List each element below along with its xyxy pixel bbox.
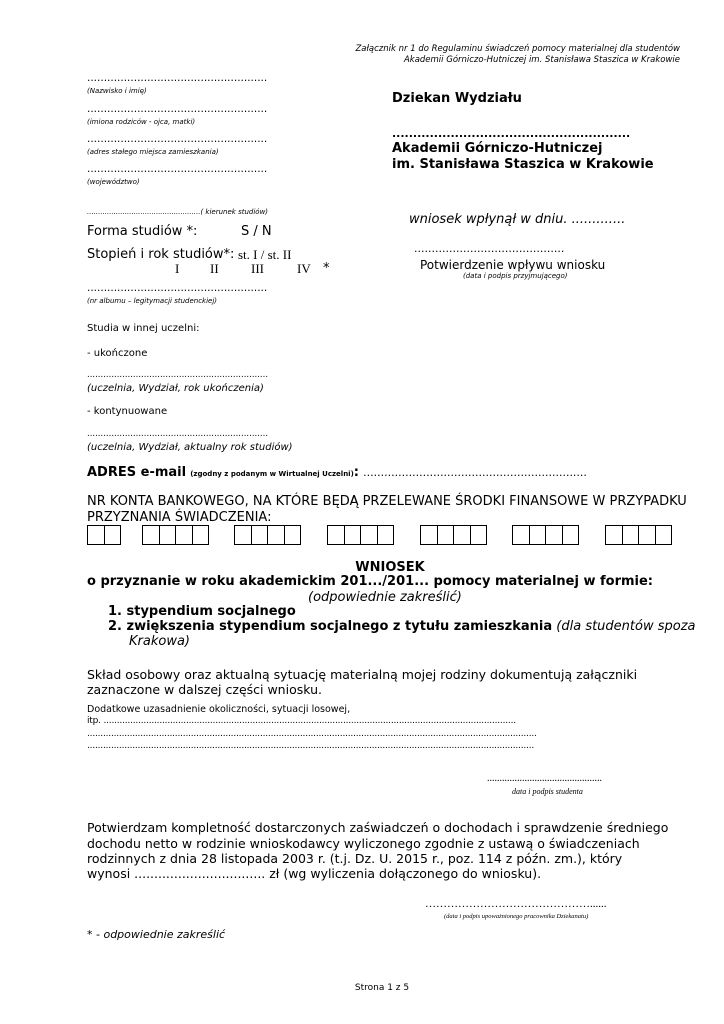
- account-digit-box[interactable]: [562, 525, 580, 545]
- academy-line-1: Akademii Górniczo-Hutniczej: [392, 141, 603, 156]
- page-number: Strona 1 z 5: [354, 983, 410, 993]
- header-line-2: Akademii Górniczo-Hutniczej im. Stanisława Staszica w Krakowie: [403, 55, 680, 65]
- account-digit-box[interactable]: [142, 525, 160, 545]
- confirm-dots[interactable]: ...........................................: [414, 242, 565, 255]
- account-digit-box[interactable]: [360, 525, 378, 545]
- account-digit-box[interactable]: [175, 525, 193, 545]
- address-caption: (adres stałego miejsca zamieszkania): [87, 148, 219, 156]
- year-1[interactable]: I: [175, 261, 180, 276]
- account-digit-box[interactable]: [655, 525, 673, 545]
- account-line-1: NR KONTA BANKOWEGO, NA KTÓRE BĘDĄ PRZELEWANE ŚRODKI FINANSOWE W PRZYPADKU: [87, 494, 687, 509]
- justification-line-2[interactable]: .........................................................................................................................................................................: [87, 729, 537, 739]
- province-dots[interactable]: ......................................................: [87, 163, 268, 175]
- other-uni-title: Studia w innej uczelni:: [87, 323, 200, 334]
- name-dots[interactable]: ......................................................: [87, 72, 268, 84]
- name-caption: (Nazwisko i imię): [87, 87, 147, 95]
- officer-signature-dots[interactable]: ………………………………………......: [425, 898, 607, 910]
- account-digit-box[interactable]: [284, 525, 302, 545]
- email-colon: :: [353, 465, 359, 480]
- account-digit-box[interactable]: [251, 525, 269, 545]
- parents-dots[interactable]: ......................................................: [87, 103, 268, 115]
- footnote: * - odpowiednie zakreślić: [87, 928, 226, 941]
- account-box-group-4[interactable]: [327, 525, 394, 545]
- account-digit-box[interactable]: [420, 525, 438, 545]
- request-item-2-note: (dla studentów spoza: [556, 619, 696, 634]
- student-signature-dots[interactable]: ..............................................: [487, 773, 602, 784]
- request-item-1[interactable]: 1. stypendium socjalnego: [108, 604, 296, 619]
- family-line-2: zaznaczone w dalszej części wniosku.: [87, 682, 322, 697]
- student-signature-caption: data i podpis studenta: [512, 787, 583, 796]
- account-digit-box[interactable]: [638, 525, 656, 545]
- confirmation-line-2: dochodu netto w rodzinie wnioskodawcy wyliczonego zgodnie z ustawą o świadczeniach: [87, 836, 640, 851]
- request-subtitle: o przyznanie w roku akademickim 201.../201... pomocy materialnej w formie:: [87, 574, 654, 589]
- account-box-group-7[interactable]: [605, 525, 672, 545]
- parents-caption: (imiona rodziców - ojca, matki): [87, 118, 196, 126]
- account-digit-box[interactable]: [622, 525, 640, 545]
- dean-title: Dziekan Wydziału: [392, 91, 522, 106]
- request-title: WNIOSEK: [355, 560, 425, 575]
- account-box-group-6[interactable]: [512, 525, 579, 545]
- account-digit-box[interactable]: [344, 525, 362, 545]
- request-item-2-label: 2. zwiększenia stypendium socjalnego z tytułu zamieszkania: [108, 619, 553, 634]
- account-box-group-1[interactable]: [87, 525, 121, 545]
- account-digit-box[interactable]: [267, 525, 285, 545]
- officer-signature-caption: (data i podpis upoważnionego pracownika Dziekanatu): [444, 913, 589, 920]
- academy-line-2: im. Stanisława Staszica w Krakowie: [392, 157, 654, 172]
- account-digit-box[interactable]: [377, 525, 395, 545]
- account-digit-box[interactable]: [437, 525, 455, 545]
- ongoing-caption: (uczelnia, Wydział, aktualny rok studiów): [87, 442, 293, 453]
- email-dots[interactable]: ................................................................: [363, 466, 587, 479]
- account-digit-box[interactable]: [87, 525, 105, 545]
- family-line-1: Skład osobowy oraz aktualną sytuację materialną mojej rodziny dokumentują załączniki: [87, 667, 638, 682]
- account-digit-box[interactable]: [529, 525, 547, 545]
- justification-label: Dodatkowe uzasadnienie okoliczności, sytuacji losowej,: [87, 704, 351, 715]
- account-line-2: PRZYZNANIA ŚWIADCZENIA:: [87, 510, 272, 525]
- account-digit-box[interactable]: [605, 525, 623, 545]
- album-dots[interactable]: ......................................................: [87, 282, 268, 294]
- confirmation-line-1: Potwierdzam kompletność dostarczonych zaświadczeń o dochodach i sprawdzenie średniego: [87, 820, 669, 835]
- address-dots[interactable]: ......................................................: [87, 133, 268, 145]
- received-date[interactable]: wniosek wpłynął w dniu. .............: [409, 212, 626, 227]
- justification-line-3[interactable]: ........................................................................................................................................................................: [87, 741, 535, 751]
- album-caption: (nr albumu – legitymacji studenckiej): [87, 297, 218, 305]
- header-line-1: Załącznik nr 1 do Regulaminu świadczeń pomocy materialnej dla studentów: [355, 44, 680, 54]
- year-3[interactable]: III: [251, 261, 264, 276]
- degree-options[interactable]: st. I / st. II: [238, 247, 292, 262]
- account-digit-box[interactable]: [512, 525, 530, 545]
- account-digit-box[interactable]: [234, 525, 252, 545]
- confirm-caption: (data i podpis przyjmującego): [463, 272, 568, 280]
- other-uni-ongoing: - kontynuowane: [87, 406, 168, 417]
- account-digit-box[interactable]: [192, 525, 210, 545]
- year-2[interactable]: II: [210, 261, 219, 276]
- ongoing-dots[interactable]: ...................................................................: [87, 429, 269, 439]
- account-digit-box[interactable]: [104, 525, 122, 545]
- account-digit-box[interactable]: [545, 525, 563, 545]
- request-item-2-note-2: Krakowa): [129, 634, 190, 649]
- email-note: (zgodny z podanym w Wirtualnej Uczelni): [190, 470, 354, 478]
- account-digit-box[interactable]: [327, 525, 345, 545]
- other-uni-completed: - ukończone: [87, 348, 148, 359]
- study-form-options[interactable]: S / N: [241, 224, 272, 239]
- confirmation-line-4[interactable]: wynosi ................................. zł (wg wyliczenia dołączonego do wniosku).: [87, 866, 542, 881]
- request-hint: (odpowiednie zakreślić): [308, 590, 462, 605]
- account-digit-box[interactable]: [453, 525, 471, 545]
- email-row: [87, 465, 587, 480]
- confirm-label: Potwierdzenie wpływu wniosku: [420, 258, 606, 272]
- completed-dots[interactable]: ...................................................................: [87, 370, 269, 380]
- confirmation-line-3: rodzinnych z dnia 28 listopada 2003 r. (t.j. Dz. U. 2015 r., poz. 114 z późn. zm.), który: [87, 851, 623, 866]
- justification-line-1[interactable]: itp. ...........................................................................................................................................................: [87, 716, 516, 726]
- degree-label: Stopień i rok studiów*:: [87, 247, 235, 262]
- year-4[interactable]: IV: [297, 261, 311, 276]
- account-box-group-3[interactable]: [234, 525, 301, 545]
- completed-caption: (uczelnia, Wydział, rok ukończenia): [87, 383, 264, 394]
- account-box-group-5[interactable]: [420, 525, 487, 545]
- dean-dots[interactable]: .........................................................: [392, 127, 631, 140]
- email-label: ADRES e-mail: [87, 465, 187, 480]
- request-item-2[interactable]: [108, 619, 696, 634]
- account-box-group-2[interactable]: [142, 525, 209, 545]
- field-of-study[interactable]: ...................................................( kierunek studiów): [87, 208, 269, 216]
- study-form-label: Forma studiów *:: [87, 224, 198, 239]
- years-star: *: [323, 261, 330, 276]
- account-digit-box[interactable]: [159, 525, 177, 545]
- account-digit-box[interactable]: [470, 525, 488, 545]
- province-caption: (województwo): [87, 178, 140, 186]
